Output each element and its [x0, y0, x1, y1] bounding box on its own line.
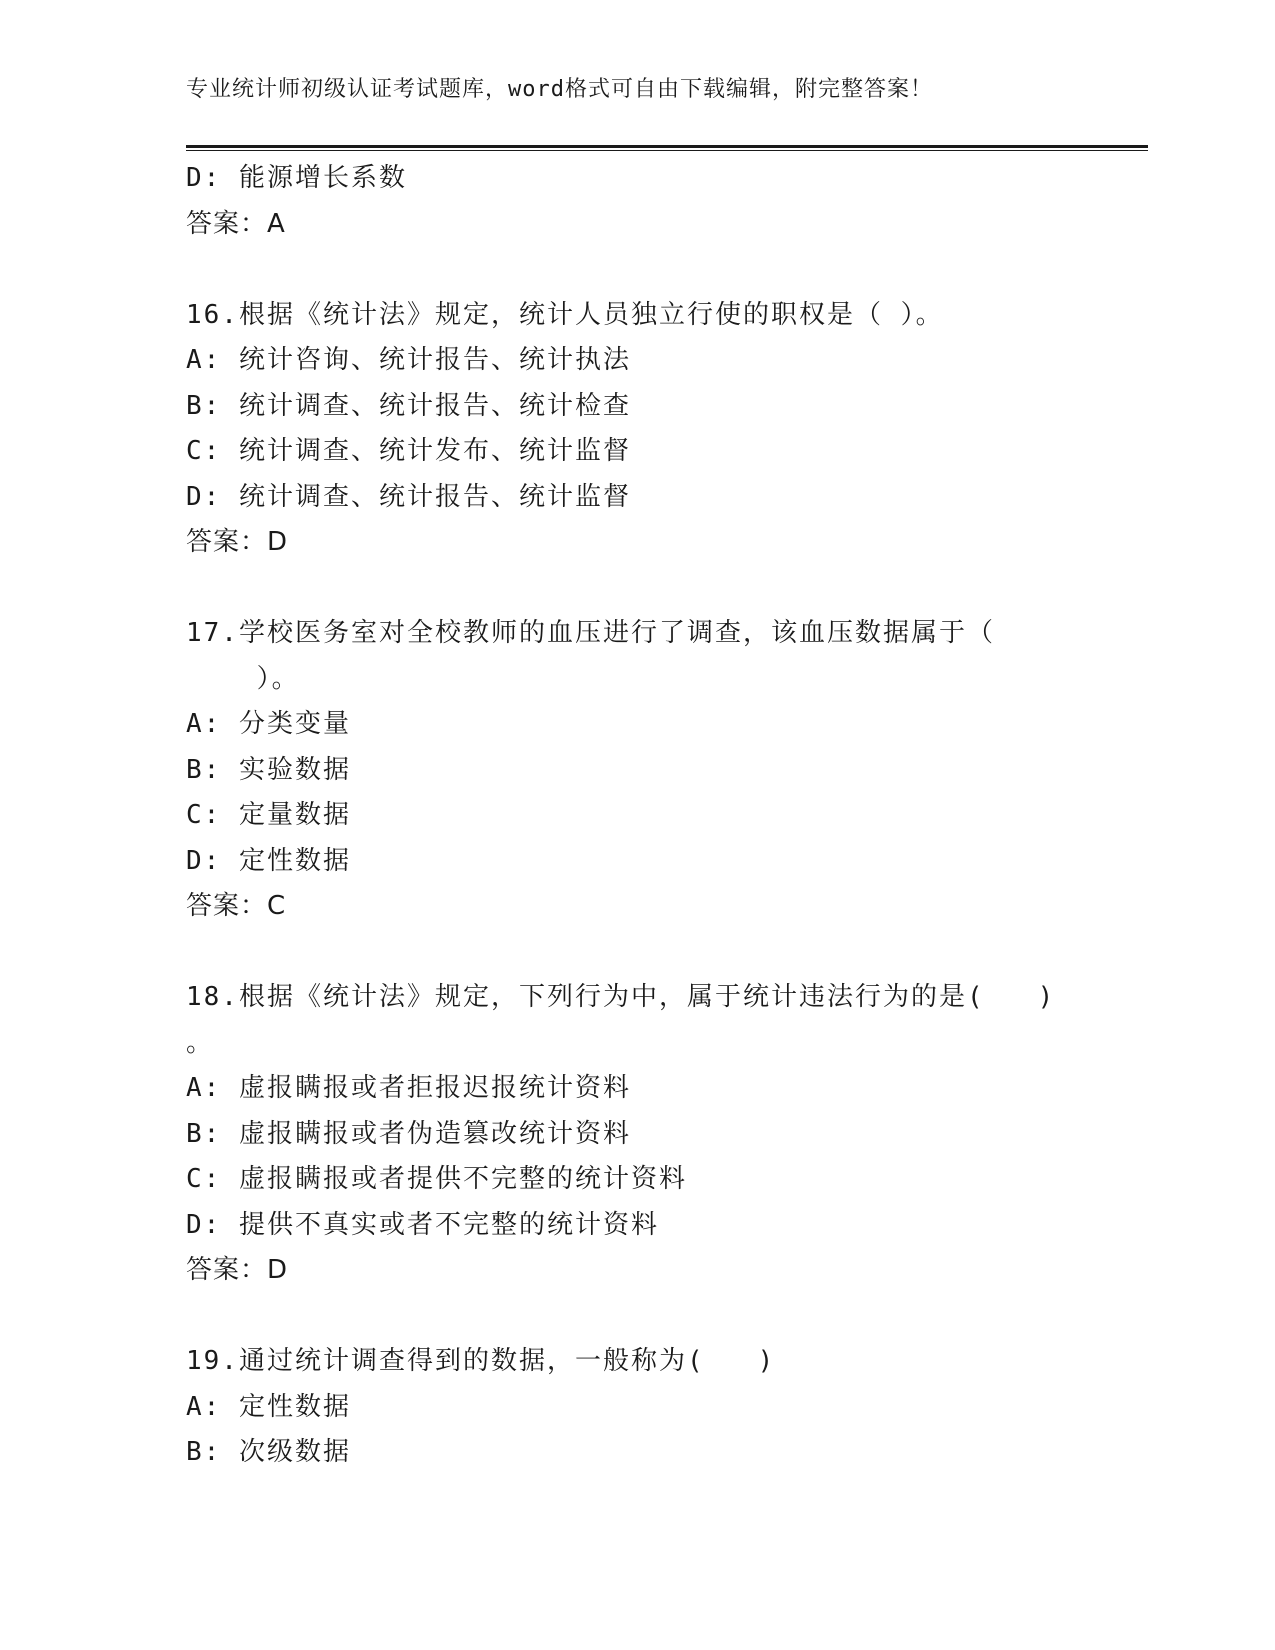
q16-answer: 答案：D [186, 527, 289, 557]
q18-option-a: A: 虚报瞒报或者拒报迟报统计资料 [186, 1073, 631, 1103]
spacer [186, 930, 1086, 976]
q18-option-c: C: 虚报瞒报或者提供不完整的统计资料 [186, 1164, 687, 1194]
q17-answer: 答案：C [186, 891, 287, 921]
q17-stem-line1: 17.学校医务室对全校教师的血压进行了调查，该血压数据属于（ [186, 618, 995, 648]
q17-stem-line2: ）。 [186, 663, 300, 694]
q19-stem: 19.通过统计调查得到的数据，一般称为( ) [186, 1346, 776, 1376]
q19-option-a: A: 定性数据 [186, 1391, 351, 1422]
q18-stem-line2: 。 [186, 1027, 215, 1058]
header-rule-thick [186, 145, 1148, 148]
q17-option-d: D: 定性数据 [186, 845, 351, 876]
q16-stem: 16.根据《统计法》规定，统计人员独立行使的职权是（ ）。 [186, 299, 944, 330]
q17-option-c: C: 定量数据 [186, 800, 351, 830]
question-content [186, 156, 1086, 1476]
page-header: 专业统计师初级认证考试题库，word格式可自由下载编辑，附完整答案！ [186, 77, 933, 102]
q16-option-d: D: 统计调查、统计报告、统计监督 [186, 481, 631, 512]
prev-answer: 答案：A [186, 208, 286, 239]
header-rule-thin [186, 150, 1148, 151]
q18-answer: 答案：D [186, 1255, 289, 1285]
q19-option-b: B: 次级数据 [186, 1437, 351, 1467]
q18-stem-line1: 18.根据《统计法》规定，下列行为中，属于统计违法行为的是( ) [186, 982, 1056, 1012]
prev-option-d: D: 能源增长系数 [186, 163, 407, 193]
q16-option-a: A: 统计咨询、统计报告、统计执法 [186, 345, 631, 375]
q17-option-a: A: 分类变量 [186, 709, 351, 739]
q16-option-c: C: 统计调查、统计发布、统计监督 [186, 436, 631, 466]
q16-option-b: B: 统计调查、统计报告、统计检查 [186, 390, 631, 421]
spacer [186, 1294, 1086, 1340]
q18-option-d: D: 提供不真实或者不完整的统计资料 [186, 1209, 659, 1240]
spacer [186, 566, 1086, 612]
q18-option-b: B: 虚报瞒报或者伪造篡改统计资料 [186, 1118, 631, 1149]
q17-option-b: B: 实验数据 [186, 754, 351, 785]
spacer [186, 247, 1086, 293]
